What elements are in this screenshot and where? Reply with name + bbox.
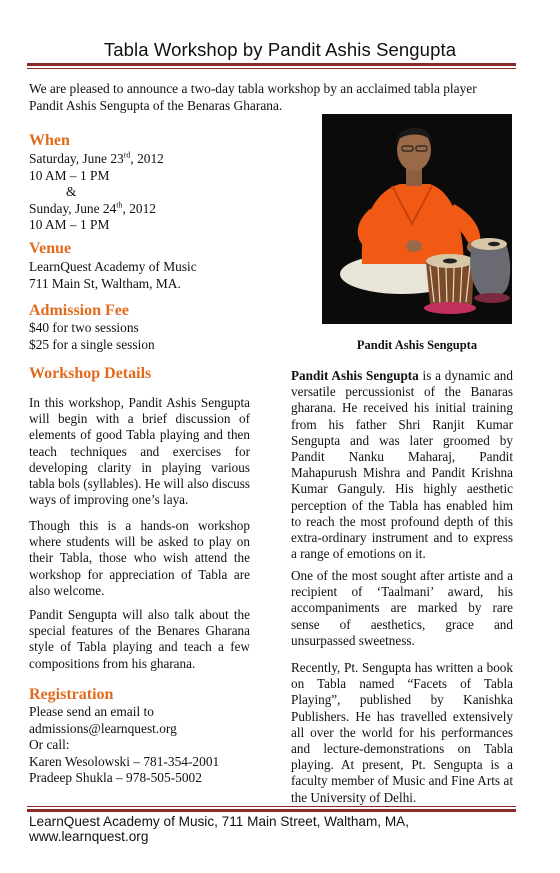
when-heading: When bbox=[29, 132, 70, 149]
fee-heading: Admission Fee bbox=[29, 302, 129, 319]
details-paragraph-1: In this workshop, Pandit Ashis Sengupta will begin with a brief discussion of elements of good Tabla playing and then teach techniques and exercises for developing clarity in playing various tabla bols (syllables). He will also discuss ways of improving one’s laya. bbox=[29, 395, 250, 508]
photo-caption: Pandit Ashis Sengupta bbox=[356, 338, 478, 352]
when-block bbox=[29, 151, 164, 234]
bio-paragraph-2: One of the most sought after artiste and a recipient of ‘Taalmani’ award, his accompaniments are marked by rare sense of aesthetics, grace and unsurpassed sweetness. bbox=[291, 568, 513, 648]
day1-date: Saturday, June 23rd, 2012 bbox=[29, 150, 164, 166]
day1-time: 10 AM – 1 PM bbox=[29, 167, 110, 183]
day2-date: Sunday, June 24th, 2012 bbox=[29, 200, 156, 216]
artist-photo bbox=[322, 114, 512, 324]
footer-rule-thin bbox=[27, 806, 516, 807]
details-paragraph-3: Pandit Sengupta will also talk about the special features of the Benares Gharana style of Tabla playing and teach a few compositions from his gharana. bbox=[29, 607, 250, 671]
footer-rule bbox=[27, 809, 516, 812]
tabla-player-illustration bbox=[322, 114, 512, 324]
title-rule bbox=[27, 63, 516, 66]
venue-block: LearnQuest Academy of Music 711 Main St, Waltham, MA. bbox=[29, 259, 197, 291]
venue-heading: Venue bbox=[29, 240, 72, 257]
day2-time: 10 AM – 1 PM bbox=[29, 217, 110, 232]
bio-paragraph-3: Recently, Pt. Sengupta has written a book on Tabla named “Facets of Tabla Playing”, published by Kanishka Publishers. He has travelled extensively all over the world for his performances and lecture-demonstrations on Tabla playing. At present, Pt. Sengupta is a faculty member of Music and Fine Arts at the University of Delhi. bbox=[291, 660, 513, 805]
registration-email: admissions@learnquest.org bbox=[29, 720, 177, 736]
contact-pradeep: Pradeep Shukla – 978-505-5002 bbox=[29, 770, 202, 785]
registration-block: Please send an email to admissions@learnquest.org Or call: Karen Wesolowski – 781-354-2001 Pradeep Shukla – 978-505-5002 bbox=[29, 704, 220, 785]
fee-block: $40 for two sessions $25 for a single session bbox=[29, 320, 155, 352]
registration-heading: Registration bbox=[29, 686, 114, 703]
contact-karen: Karen Wesolowski – 781-354-2001 bbox=[29, 753, 220, 769]
bio-name: Pandit Ashis Sengupta bbox=[291, 368, 419, 383]
title-rule-thin bbox=[27, 68, 516, 69]
details-heading: Workshop Details bbox=[29, 365, 152, 382]
page-title: Tabla Workshop by Pandit Ashis Sengupta bbox=[103, 39, 457, 60]
footer-text: LearnQuest Academy of Music, 711 Main Street, Waltham, MA, www.learnquest.org bbox=[29, 814, 410, 844]
details-paragraph-2: Though this is a hands-on workshop where students will be asked to play on their Tabla, those who wish attend the workshop for appreciation of Tabla are also welcome. bbox=[29, 518, 250, 598]
bio-paragraph-1: Pandit Ashis Sengupta is a dynamic and versatile percussionist of the Banaras gharana. He received his initial training from his father Shri Ranjit Kumar Sengupta and was later groomed by Pandit Nanku Maharaj, Pandit Mahapurush Mishra and Pandit Krishna Kumar Ganguly. His highly aesthetic perception of the Tabla has enabled him to reach the most profound depth of this extra-ordinary instrument and to express a range of emotions on it. bbox=[291, 368, 513, 562]
intro-text: We are pleased to announce a two-day tabla workshop by an acclaimed tabla player Pandit Ashis Sengupta of the Benaras Gharana. bbox=[29, 81, 477, 113]
ampersand: & bbox=[66, 184, 77, 199]
